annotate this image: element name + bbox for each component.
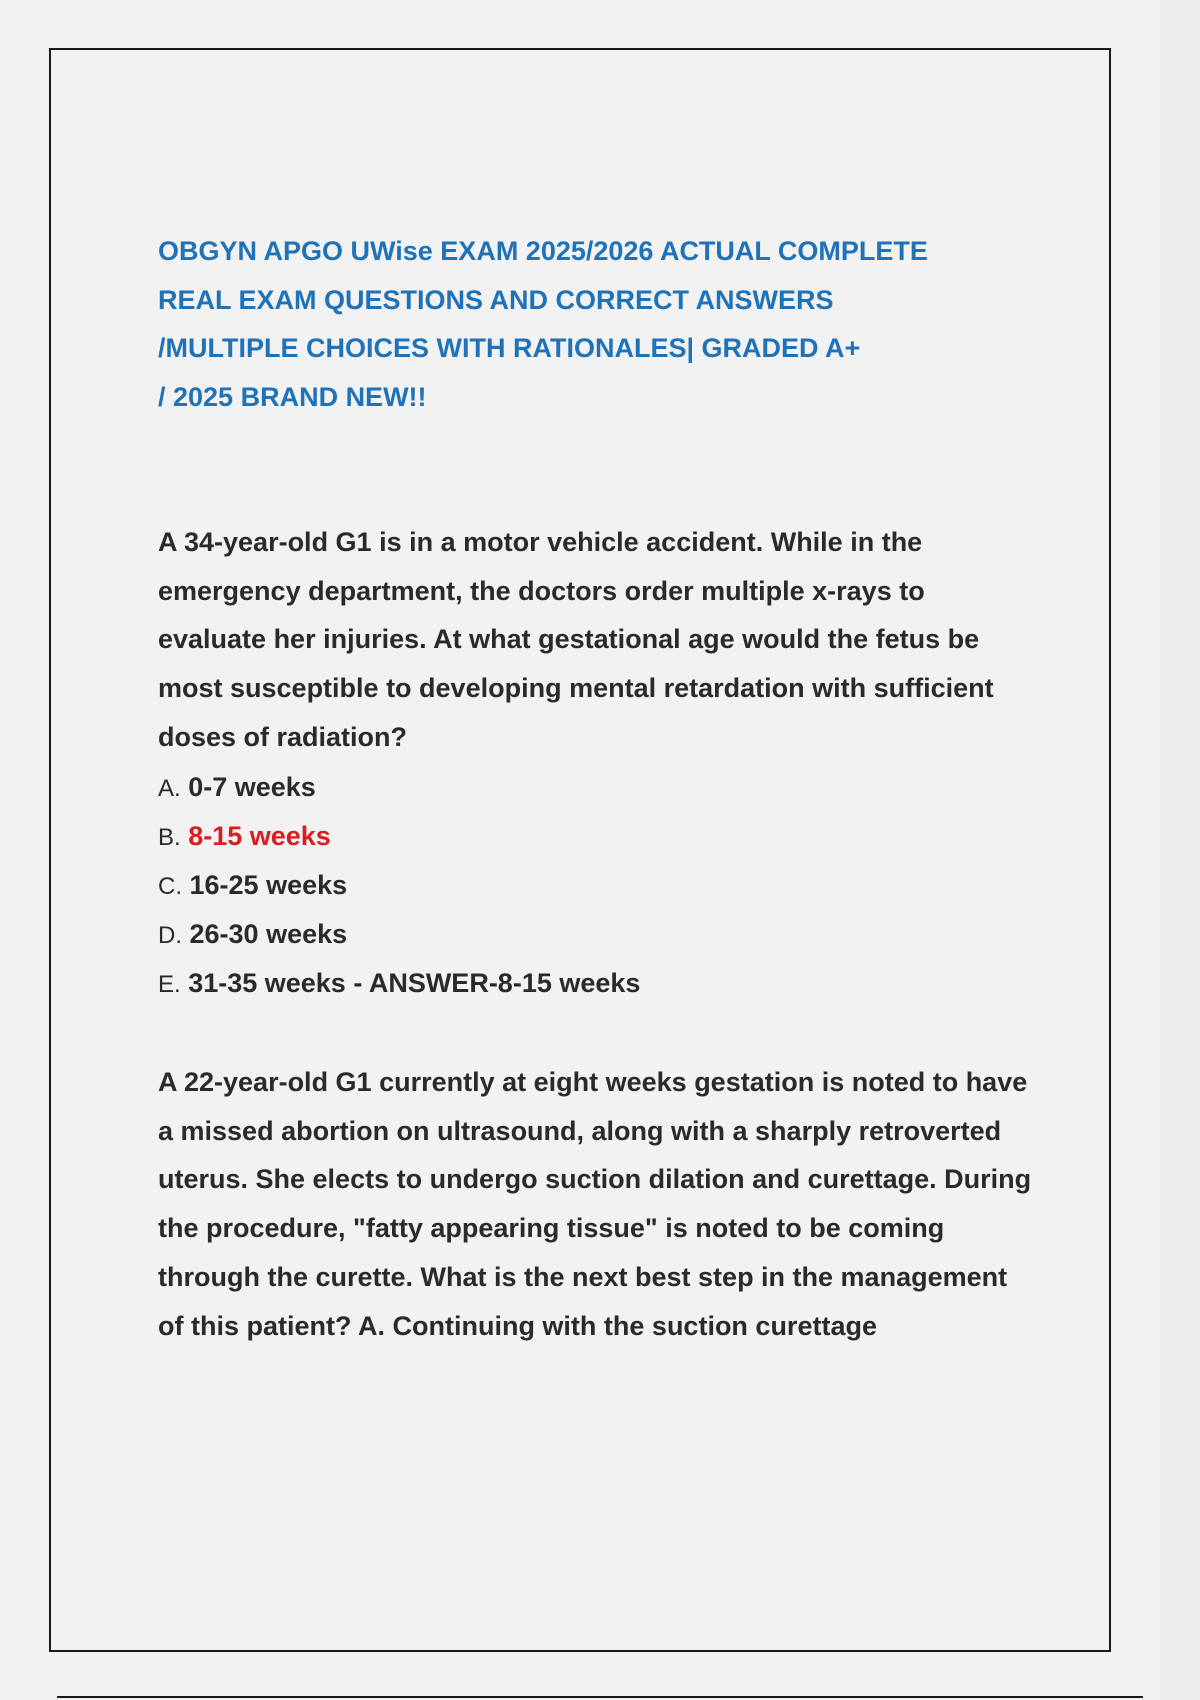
option-b xyxy=(158,812,640,861)
option-text: 16-25 weeks xyxy=(189,870,348,900)
option-text: 0-7 weeks xyxy=(188,772,316,802)
option-d xyxy=(158,910,640,959)
option-letter: A. xyxy=(158,775,181,802)
option-text-highlighted: 8-15 weeks xyxy=(188,821,331,851)
option-a xyxy=(158,763,640,812)
option-c xyxy=(158,861,640,910)
option-text: 26-30 weeks xyxy=(189,919,348,949)
question-1-options xyxy=(158,763,640,1008)
document-title xyxy=(158,227,1018,422)
option-e xyxy=(158,959,640,1008)
title-line-1: OBGYN APGO UWise EXAM 2025/2026 ACTUAL COMPLETE xyxy=(158,236,928,266)
option-letter: D. xyxy=(158,922,182,949)
option-letter: B. xyxy=(158,824,181,851)
title-line-4: / 2025 BRAND NEW!! xyxy=(158,382,427,413)
option-letter: E. xyxy=(158,971,181,998)
title-line-3: /MULTIPLE CHOICES WITH RATIONALES| GRADED A+ xyxy=(158,333,861,364)
option-text: 31-35 weeks - ANSWER-8-15 weeks xyxy=(188,968,641,998)
question-2-text: A 22-year-old G1 currently at eight weeks gestation is noted to have a missed abortion on ultrasound, along with a sharply retroverted uterus. She elects to undergo suction dilation and curettage. During the procedure, "fatty appearing tissue" is noted to be coming through the curette. What is the next best step in the management of this patient? A. Continuing with the suction curettage xyxy=(158,1067,1032,1341)
option-letter: C. xyxy=(158,873,182,900)
bottom-divider xyxy=(57,1696,1143,1698)
question-1-text: A 34-year-old G1 is in a motor vehicle accident. While in the emergency department, the doctors order multiple x-rays to evaluate her injuries. At what gestational age would the fetus be most susceptible to developing mental retardation with sufficient doses of radiation? xyxy=(158,527,994,752)
title-line-2: REAL EXAM QUESTIONS AND CORRECT ANSWERS xyxy=(158,284,834,315)
